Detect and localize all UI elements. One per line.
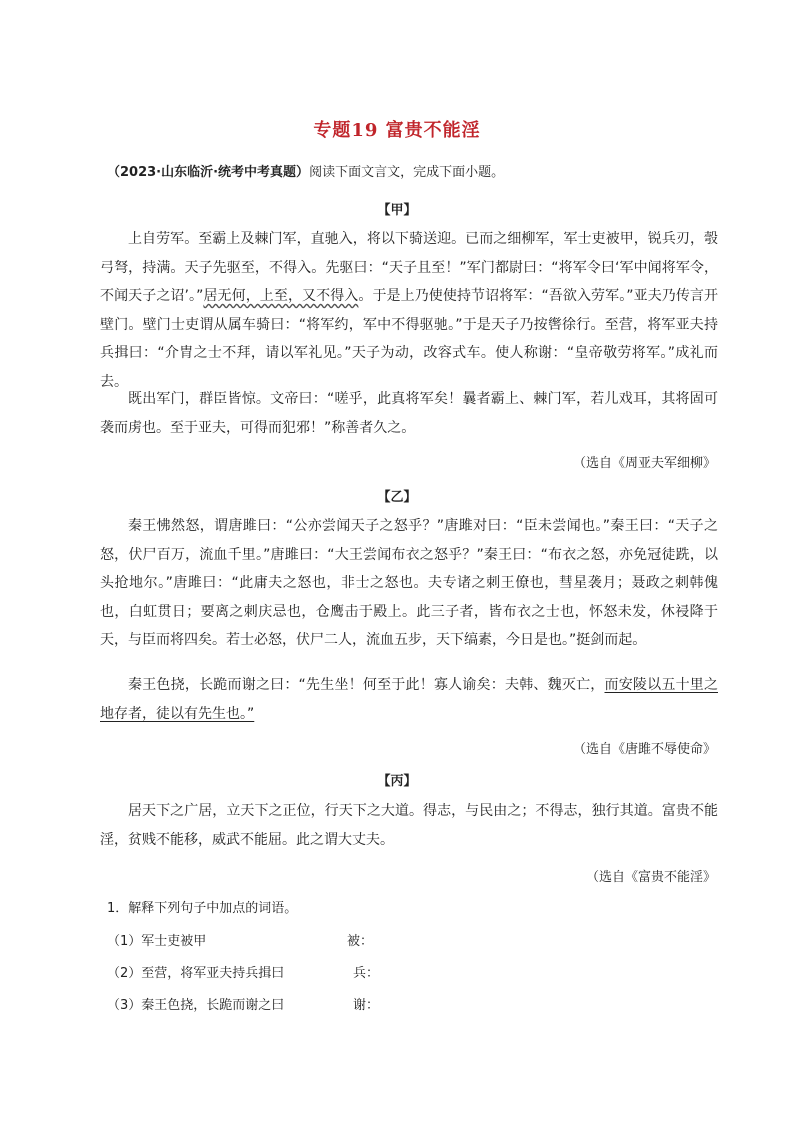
- section-marker-bing: 【丙】: [377, 774, 417, 789]
- passage-text: 上自劳军。至霸上及棘门军，直驰入，将以下骑送迎。已而之细柳军，军士吏被甲，锐兵刃，彀弓弩，持满。天子先驱至，不得入。先驱曰：“天子且至！”军门都尉曰：“将军令曰‘军中闻将军令，不闻天子之诏’。”: [100, 231, 718, 304]
- passage-yi-paragraph-1: 秦王怫然怒，谓唐雎曰：“公亦尝闻天子之怒乎？”唐雎对曰：“臣未尝闻也。”秦王曰：“天子之怒，伏尸百万，流血千里。”唐雎曰：“大王尝闻布衣之怒乎？”秦王曰：“布衣之怒，亦免冠徒跣，以头抢地尔。”唐雎曰：“此庸夫之怒也，非士之怒也。夫专诸之刺王僚也，彗星袭月；聂政之刺韩傀也，白虹贯日；要离之刺庆忌也，仓鹰击于殿上。此三子者，皆布衣之士也，怀怒未发，休祲降于天，与臣而将四矣。若士必怒，伏尸二人，流血五步，天下缟素，今日是也。”挺剑而起。: [100, 518, 718, 648]
- question-item-1: [107, 930, 507, 949]
- question-item-text: （3）秦王色挠，长跪而谢之曰: [107, 998, 285, 1013]
- answer-blank[interactable]: 被：: [347, 934, 374, 949]
- passage-bing-paragraph: 居天下之广居，立天下之正位，行天下之大道。得志，与民由之；不得志，独行其道。富贵不能淫，贫贱不能移，威武不能屈。此之谓大丈夫。: [100, 803, 718, 848]
- question-1-title: 1．解释下列句子中加点的词语。: [107, 901, 298, 916]
- question-item-2: [107, 962, 507, 981]
- question-item-3: [107, 994, 507, 1013]
- passage-yi-paragraph-2: [100, 671, 718, 728]
- passage-yi-source: （选自《唐雎不辱使命》: [572, 742, 716, 757]
- underlined-sentence: 而安陵以五十里之地存者，徒以有先生也。”: [100, 677, 718, 722]
- question-item-text: （1）军士吏被甲: [107, 934, 207, 949]
- instruction-text: 阅读下面文言文，完成下面小题。: [309, 165, 505, 180]
- section-marker-jia: 【甲】: [377, 203, 417, 218]
- passage-text: 。于是上乃使使持节诏将军：“吾欲入劳军。”亚夫乃传言开壁门。壁门士吏谓从属车骑曰：“将军约，军中不得驱驰。”于是天子乃按辔徐行。至营，将军亚夫持兵揖曰：“介胄之士不拜，请以军礼见。”天子为动，改容式车。使人称谢：“皇帝敬劳将军。”成礼而去。: [100, 288, 719, 390]
- passage-jia-paragraph-2: 既出军门，群臣皆惊。文帝曰：“嗟乎，此真将军矣！曩者霸上、棘门军，若儿戏耳，其将固可袭而虏也。至于亚夫，可得而犯邪！”称善者久之。: [100, 391, 718, 436]
- exam-source: （2023·山东临沂·统考中考真题）: [107, 165, 310, 180]
- passage-text: 秦王色挠，长跪而谢之曰：“先生坐！何至于此！寡人谕矣：夫韩、魏灭亡，: [128, 677, 605, 693]
- question-item-text: （2）至营，将军亚夫持兵揖曰: [107, 966, 285, 981]
- answer-blank[interactable]: 兵：: [353, 966, 380, 981]
- question-intro: [107, 163, 707, 183]
- passage-bing-source: （选自《富贵不能淫》: [585, 870, 716, 885]
- passage-jia-source: （选自《周亚夫军细柳》: [572, 456, 716, 471]
- underlined-sentence: 居无何，上至，又不得入: [203, 288, 359, 304]
- answer-blank[interactable]: 谢：: [353, 998, 380, 1013]
- section-marker-yi: 【乙】: [377, 490, 417, 505]
- passage-jia-paragraph-1: [100, 225, 718, 396]
- page-title: 专题19 富贵不能淫: [313, 120, 481, 141]
